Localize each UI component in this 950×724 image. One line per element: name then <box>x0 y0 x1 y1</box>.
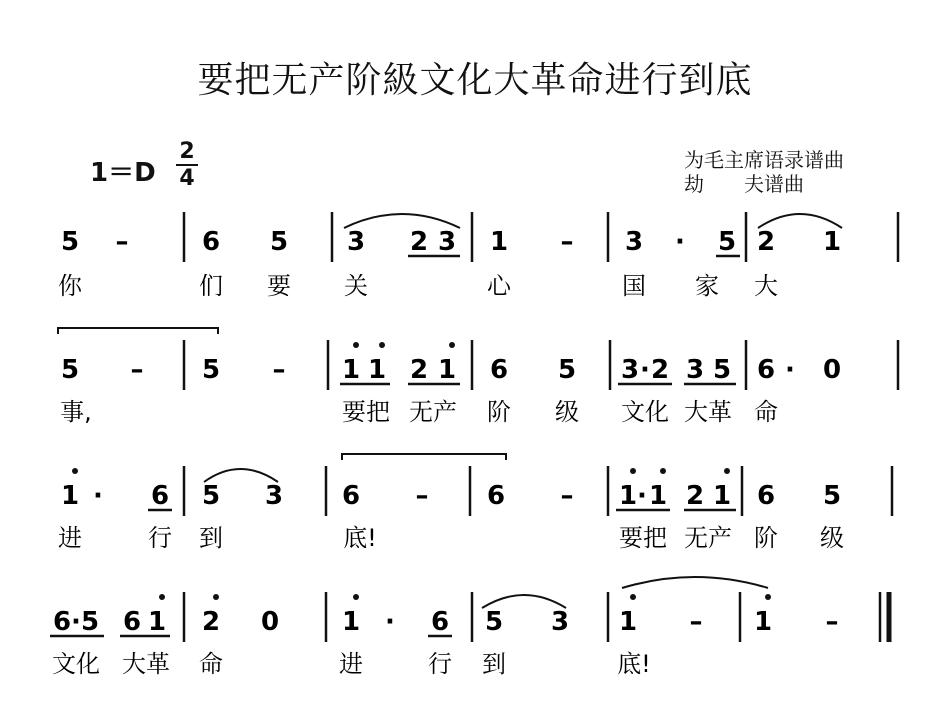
lyric: 进 <box>58 524 82 552</box>
notes-layer <box>53 227 841 637</box>
octave-dot <box>630 468 636 474</box>
beams <box>50 256 740 636</box>
lyric: 无产 <box>684 524 732 552</box>
slur <box>622 577 768 588</box>
lyric: 命 <box>754 398 778 426</box>
credit-line: 为毛主席语录谱曲 <box>684 148 844 172</box>
lyric: 们 <box>199 272 223 300</box>
note: 6 <box>341 481 361 511</box>
lyric: 底! <box>617 650 651 678</box>
octave-dot <box>660 468 666 474</box>
lyric: 命 <box>199 650 223 678</box>
note: – <box>272 355 286 385</box>
note: 6 <box>489 355 509 385</box>
note: 5 <box>201 481 221 511</box>
tie-bracket <box>342 454 506 460</box>
note: 5 <box>717 227 737 257</box>
lyric: 要把 <box>342 398 390 426</box>
note: 3 <box>550 607 570 637</box>
tie-bracket <box>58 328 218 334</box>
lyric: 大 <box>754 272 778 300</box>
lyric: 文化 <box>621 398 669 426</box>
note: – <box>560 481 574 511</box>
note: 5 <box>269 227 289 257</box>
lyric: 行 <box>148 524 172 552</box>
slur <box>758 214 842 228</box>
note: 6 <box>150 481 170 511</box>
lyric: 要 <box>267 272 291 300</box>
note: 3 <box>620 355 640 385</box>
note: 1 <box>753 607 773 637</box>
note: – <box>825 607 839 637</box>
lyric: 级 <box>555 398 579 426</box>
note: 1 <box>341 355 361 385</box>
barlines-system-3 <box>184 466 892 516</box>
note: 1 <box>367 355 387 385</box>
note: · <box>71 607 81 637</box>
note: 3 <box>685 355 705 385</box>
note: · <box>675 227 685 257</box>
note: 6 <box>486 481 506 511</box>
note: 6 <box>756 481 776 511</box>
octave-dot <box>724 468 730 474</box>
lyric: 到 <box>482 650 506 678</box>
lyric: 心 <box>487 272 511 300</box>
lyric: 行 <box>428 650 452 678</box>
key-signature: 1＝D <box>90 158 156 188</box>
lyric: 事, <box>60 398 92 426</box>
lyric: 家 <box>695 272 719 300</box>
note: 1 <box>712 481 732 511</box>
note: 1 <box>822 227 842 257</box>
note: 1 <box>147 607 167 637</box>
octave-dot <box>213 594 219 600</box>
note: 5 <box>822 481 842 511</box>
note: 5 <box>60 355 80 385</box>
note: 6 <box>52 607 72 637</box>
octave-dot <box>630 594 636 600</box>
note: 3 <box>624 227 644 257</box>
note: 1 <box>341 607 361 637</box>
note: 2 <box>650 355 670 385</box>
lyric: 无产 <box>409 398 457 426</box>
octave-dot <box>353 342 359 348</box>
slur <box>344 214 460 228</box>
note: 3 <box>437 227 457 257</box>
note: 1 <box>618 607 638 637</box>
note: · <box>785 355 795 385</box>
note: – <box>130 355 144 385</box>
barlines-system-4 <box>184 592 889 642</box>
note: 6 <box>201 227 221 257</box>
note: 3 <box>264 481 284 511</box>
octave-dot <box>449 342 455 348</box>
note: 5 <box>557 355 577 385</box>
note: 6 <box>122 607 142 637</box>
lyric: 大革 <box>122 650 170 678</box>
note: 5 <box>80 607 100 637</box>
note: – <box>560 227 574 257</box>
lyric: 进 <box>339 650 363 678</box>
note: 2 <box>201 607 221 637</box>
note: 1 <box>437 355 457 385</box>
note: · <box>93 481 103 511</box>
note: 2 <box>409 227 429 257</box>
lyric: 关 <box>344 272 368 300</box>
note: · <box>385 607 395 637</box>
time-signature-numerator: 2 <box>179 139 195 164</box>
note: 1 <box>648 481 668 511</box>
octave-dot <box>72 468 78 474</box>
note: 6 <box>430 607 450 637</box>
lyric: 要把 <box>619 524 667 552</box>
octave-dot <box>379 342 385 348</box>
barlines-system-1 <box>184 212 898 262</box>
note: · <box>640 355 650 385</box>
note: 5 <box>201 355 221 385</box>
octave-dot <box>765 594 771 600</box>
note: 2 <box>756 227 776 257</box>
octave-dot <box>353 594 359 600</box>
note: – <box>689 607 703 637</box>
lyric: 底! <box>343 524 377 552</box>
lyric: 国 <box>622 272 646 300</box>
lyric: 级 <box>820 524 844 552</box>
note: 5 <box>712 355 732 385</box>
note: 1 <box>489 227 509 257</box>
lyric: 大革 <box>684 398 732 426</box>
time-signature-denominator: 4 <box>179 166 195 191</box>
note: · <box>637 481 647 511</box>
note: 2 <box>409 355 429 385</box>
note: 0 <box>260 607 280 637</box>
note: – <box>115 227 129 257</box>
note: 2 <box>685 481 705 511</box>
note: 0 <box>822 355 842 385</box>
octave-dot <box>159 594 165 600</box>
note: 3 <box>346 227 366 257</box>
credit-line: 劫 夫谱曲 <box>684 172 804 196</box>
note: 1 <box>618 481 638 511</box>
note: – <box>415 481 429 511</box>
note: 1 <box>60 481 80 511</box>
lyric: 到 <box>199 524 223 552</box>
lyric: 阶 <box>487 398 511 426</box>
note: 5 <box>60 227 80 257</box>
note: 6 <box>756 355 776 385</box>
song-title: 要把无产阶級文化大革命进行到底 <box>197 60 753 101</box>
lyric: 文化 <box>52 650 100 678</box>
lyric: 你 <box>58 272 82 300</box>
note: 5 <box>484 607 504 637</box>
lyric: 阶 <box>754 524 778 552</box>
